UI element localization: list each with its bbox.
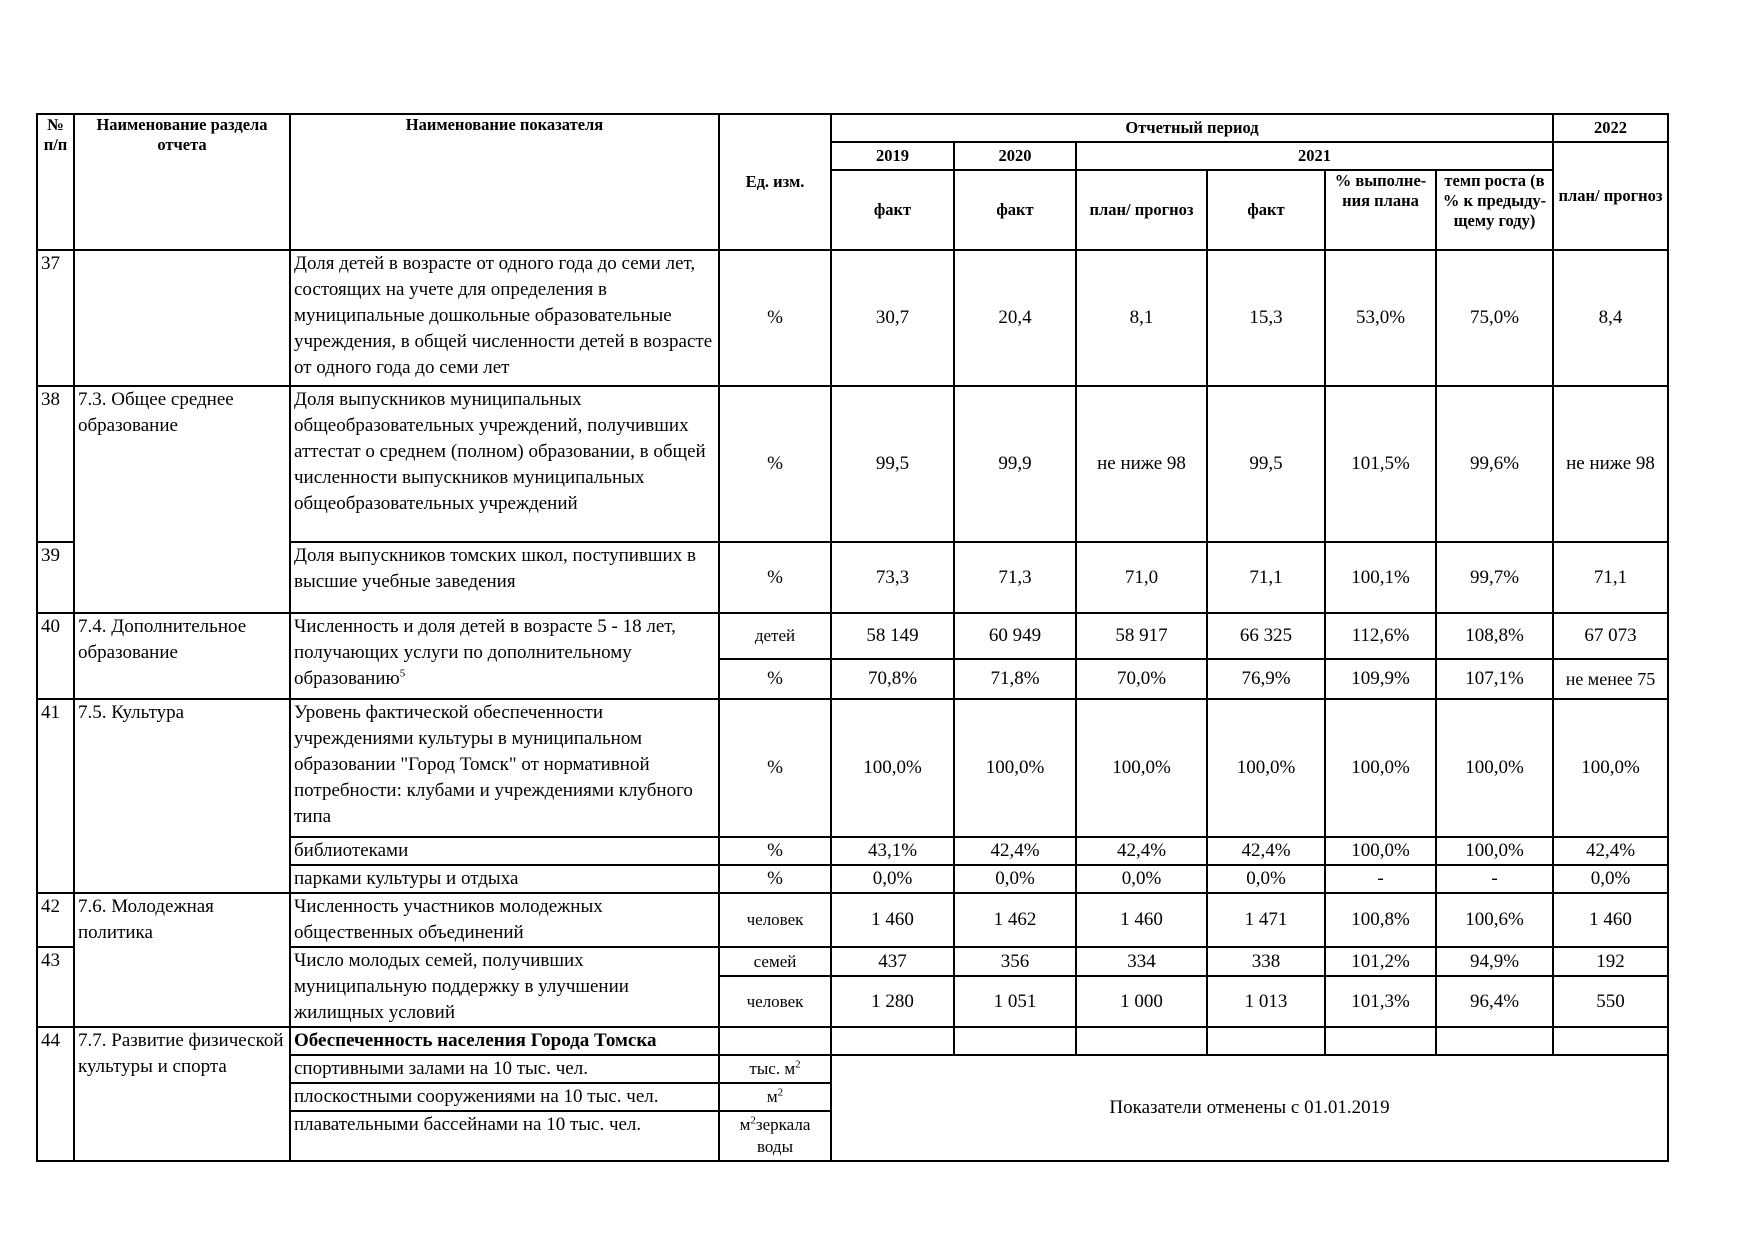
empty-cell: [1076, 1027, 1207, 1055]
value-cell: 99,7%: [1436, 542, 1553, 613]
value-cell: 0,0%: [954, 865, 1076, 893]
header-indicator: Наименование показателя: [290, 114, 719, 250]
header-fact-2020: факт: [954, 170, 1076, 250]
row-unit: %: [719, 250, 831, 386]
header-section: Наименование раздела отчета: [74, 114, 290, 250]
value-cell: 1 013: [1207, 976, 1325, 1027]
value-cell: 1 460: [1076, 893, 1207, 947]
value-cell: 100,0%: [1553, 699, 1668, 837]
unit-superscript: 2: [777, 1086, 784, 1099]
value-cell: 94,9%: [1436, 947, 1553, 976]
value-cell: 0,0%: [1553, 865, 1668, 893]
value-cell: 99,5: [1207, 386, 1325, 542]
value-cell: 71,8%: [954, 659, 1076, 699]
value-cell: 96,4%: [1436, 976, 1553, 1027]
header-unit: Ед. изм.: [719, 114, 831, 250]
header-row-1: [37, 114, 1668, 142]
indicators-table: [36, 113, 1669, 1162]
row-indicator: Доля выпускников муниципальных общеобразовательных учреждений, получивших аттестат о среднем (полном) образовании, в общей численности выпускников муниципальных общеобразовательных учреждений: [290, 386, 719, 542]
value-cell: 76,9%: [1207, 659, 1325, 699]
row-section: 7.7. Развитие физической культуры и спорта: [74, 1027, 290, 1161]
value-cell: 15,3: [1207, 250, 1325, 386]
empty-cell: [831, 1027, 954, 1055]
row-indicator: Доля детей в возрасте от одного года до семи лет, состоящих на учете для определения в муниципальные дошкольные образовательные учреждения, в общей численности детей в возрасте от одного года до семи лет: [290, 250, 719, 386]
unit-text: тыс. м: [749, 1059, 796, 1078]
row-num: 39: [37, 542, 74, 613]
row-indicator-text: Численность и доля детей в возрасте 5 - 18 лет, получающих услуги по дополнительному образованию: [294, 616, 676, 689]
header-year-2022: 2022: [1553, 114, 1668, 142]
value-cell: 100,8%: [1325, 893, 1436, 947]
value-cell: -: [1436, 865, 1553, 893]
row-unit: %: [719, 386, 831, 542]
row-unit: семей: [719, 947, 831, 976]
value-cell: 1 460: [1553, 893, 1668, 947]
row-unit: %: [719, 837, 831, 865]
empty-cell: [954, 1027, 1076, 1055]
header-period: Отчетный период: [831, 114, 1553, 142]
unit-text-suffix: зеркала воды: [755, 1115, 811, 1156]
value-cell: 0,0%: [1207, 865, 1325, 893]
value-cell: 107,1%: [1436, 659, 1553, 699]
value-cell: 100,0%: [1325, 699, 1436, 837]
value-cell: 356: [954, 947, 1076, 976]
value-cell: не ниже 98: [1076, 386, 1207, 542]
cancelled-note: Показатели отменены с 01.01.2019: [831, 1055, 1668, 1161]
unit-superscript: 2: [750, 1114, 756, 1127]
value-cell: 58 917: [1076, 613, 1207, 659]
value-cell: 100,6%: [1436, 893, 1553, 947]
row-indicator: плоскостными сооружениями на 10 тыс. чел.: [290, 1083, 719, 1111]
row-indicator: библиотеками: [290, 837, 719, 865]
value-cell: 99,5: [831, 386, 954, 542]
header-fact-2019: факт: [831, 170, 954, 250]
value-cell: 109,9%: [1325, 659, 1436, 699]
value-cell: 100,0%: [954, 699, 1076, 837]
value-cell: 43,1%: [831, 837, 954, 865]
value-cell: 70,0%: [1076, 659, 1207, 699]
value-cell: 1 460: [831, 893, 954, 947]
row-unit: %: [719, 659, 831, 699]
row-unit: [719, 1055, 831, 1083]
row-indicator: парками культуры и отдыха: [290, 865, 719, 893]
row-unit: %: [719, 699, 831, 837]
value-cell: 42,4%: [1076, 837, 1207, 865]
value-cell: 101,2%: [1325, 947, 1436, 976]
value-cell: 75,0%: [1436, 250, 1553, 386]
unit-text: м: [766, 1087, 778, 1106]
header-growth: темп роста (в % к предыду-щему году): [1436, 170, 1553, 250]
header-year-2019: 2019: [831, 142, 954, 170]
value-cell: 101,5%: [1325, 386, 1436, 542]
value-cell: 1 280: [831, 976, 954, 1027]
table-row: [37, 699, 1668, 837]
value-cell: 99,9: [954, 386, 1076, 542]
value-cell: 53,0%: [1325, 250, 1436, 386]
value-cell: 42,4%: [1553, 837, 1668, 865]
row-indicator: Уровень фактической обеспеченности учреждениями культуры в муниципальном образовании "Город Томск" от нормативной потребности: клубами и учреждениями клубного типа: [290, 699, 719, 837]
value-cell: 8,1: [1076, 250, 1207, 386]
empty-cell: [719, 1027, 831, 1055]
footnote-mark: 5: [399, 667, 406, 680]
header-plan-2022: план/ прогноз: [1553, 142, 1668, 250]
row-indicator: Число молодых семей, получивших муниципальную поддержку в улучшении жилищных условий: [290, 947, 719, 1027]
row-indicator: [290, 613, 719, 699]
row-indicator: Численность участников молодежных общественных объединений: [290, 893, 719, 947]
value-cell: 42,4%: [1207, 837, 1325, 865]
empty-cell: [1553, 1027, 1668, 1055]
value-cell: -: [1325, 865, 1436, 893]
row-unit: %: [719, 865, 831, 893]
row-unit: человек: [719, 976, 831, 1027]
value-cell: не ниже 98: [1553, 386, 1668, 542]
empty-cell: [1436, 1027, 1553, 1055]
row-indicator: Доля выпускников томских школ, поступивших в высшие учебные заведения: [290, 542, 719, 613]
value-cell: не менее 75: [1553, 659, 1668, 699]
value-cell: 338: [1207, 947, 1325, 976]
row-unit: человек: [719, 893, 831, 947]
value-cell: 1 000: [1076, 976, 1207, 1027]
row-num: 43: [37, 947, 74, 1027]
row-num: 41: [37, 699, 74, 893]
value-cell: 112,6%: [1325, 613, 1436, 659]
row-num: 42: [37, 893, 74, 947]
value-cell: 99,6%: [1436, 386, 1553, 542]
value-cell: 1 462: [954, 893, 1076, 947]
row-unit: детей: [719, 613, 831, 659]
row-section: 7.5. Культура: [74, 699, 290, 893]
row-indicator: плавательными бассейнами на 10 тыс. чел.: [290, 1111, 719, 1161]
value-cell: 100,0%: [1325, 837, 1436, 865]
row-indicator: спортивными залами на 10 тыс. чел.: [290, 1055, 719, 1083]
row-section: 7.3. Общее среднее образование: [74, 386, 290, 613]
value-cell: 20,4: [954, 250, 1076, 386]
header-plan-2021: план/ прогноз: [1076, 170, 1207, 250]
value-cell: 70,8%: [831, 659, 954, 699]
table-row: [37, 386, 1668, 542]
unit-superscript: 2: [795, 1058, 801, 1071]
value-cell: 71,1: [1553, 542, 1668, 613]
row-num: 44: [37, 1027, 74, 1161]
indicators-sheet: [36, 113, 1669, 1162]
value-cell: 100,0%: [1436, 699, 1553, 837]
value-cell: 100,0%: [1076, 699, 1207, 837]
row-num: 37: [37, 250, 74, 386]
value-cell: 71,1: [1207, 542, 1325, 613]
row-indicator: Обеспеченность населения Города Томска: [290, 1027, 719, 1055]
row-unit: [719, 1111, 831, 1161]
value-cell: 67 073: [1553, 613, 1668, 659]
value-cell: 100,0%: [831, 699, 954, 837]
value-cell: 73,3: [831, 542, 954, 613]
row-unit: [719, 1083, 831, 1111]
row-section: 7.6. Молодежная политика: [74, 893, 290, 1027]
row-section: 7.4. Дополнительное образование: [74, 613, 290, 699]
value-cell: 192: [1553, 947, 1668, 976]
value-cell: 0,0%: [1076, 865, 1207, 893]
value-cell: 30,7: [831, 250, 954, 386]
value-cell: 1 471: [1207, 893, 1325, 947]
row-section: [74, 250, 290, 386]
header-year-2020: 2020: [954, 142, 1076, 170]
table-row: [37, 893, 1668, 947]
value-cell: 71,3: [954, 542, 1076, 613]
unit-text: м: [739, 1115, 751, 1134]
empty-cell: [1207, 1027, 1325, 1055]
value-cell: 100,0%: [1207, 699, 1325, 837]
header-num: № п/п: [37, 114, 74, 250]
empty-cell: [1325, 1027, 1436, 1055]
header-fact-2021: факт: [1207, 170, 1325, 250]
value-cell: 60 949: [954, 613, 1076, 659]
value-cell: 71,0: [1076, 542, 1207, 613]
table-row: [37, 1027, 1668, 1055]
table-row: [37, 613, 1668, 659]
value-cell: 0,0%: [831, 865, 954, 893]
header-year-2021: 2021: [1076, 142, 1553, 170]
value-cell: 101,3%: [1325, 976, 1436, 1027]
value-cell: 437: [831, 947, 954, 976]
value-cell: 8,4: [1553, 250, 1668, 386]
value-cell: 550: [1553, 976, 1668, 1027]
value-cell: 108,8%: [1436, 613, 1553, 659]
value-cell: 42,4%: [954, 837, 1076, 865]
value-cell: 100,0%: [1436, 837, 1553, 865]
value-cell: 1 051: [954, 976, 1076, 1027]
value-cell: 58 149: [831, 613, 954, 659]
row-num: 38: [37, 386, 74, 542]
value-cell: 66 325: [1207, 613, 1325, 659]
row-unit: %: [719, 542, 831, 613]
value-cell: 334: [1076, 947, 1207, 976]
header-pct-plan: % выполне-ния плана: [1325, 170, 1436, 250]
table-row: [37, 250, 1668, 386]
value-cell: 100,1%: [1325, 542, 1436, 613]
row-num: 40: [37, 613, 74, 699]
